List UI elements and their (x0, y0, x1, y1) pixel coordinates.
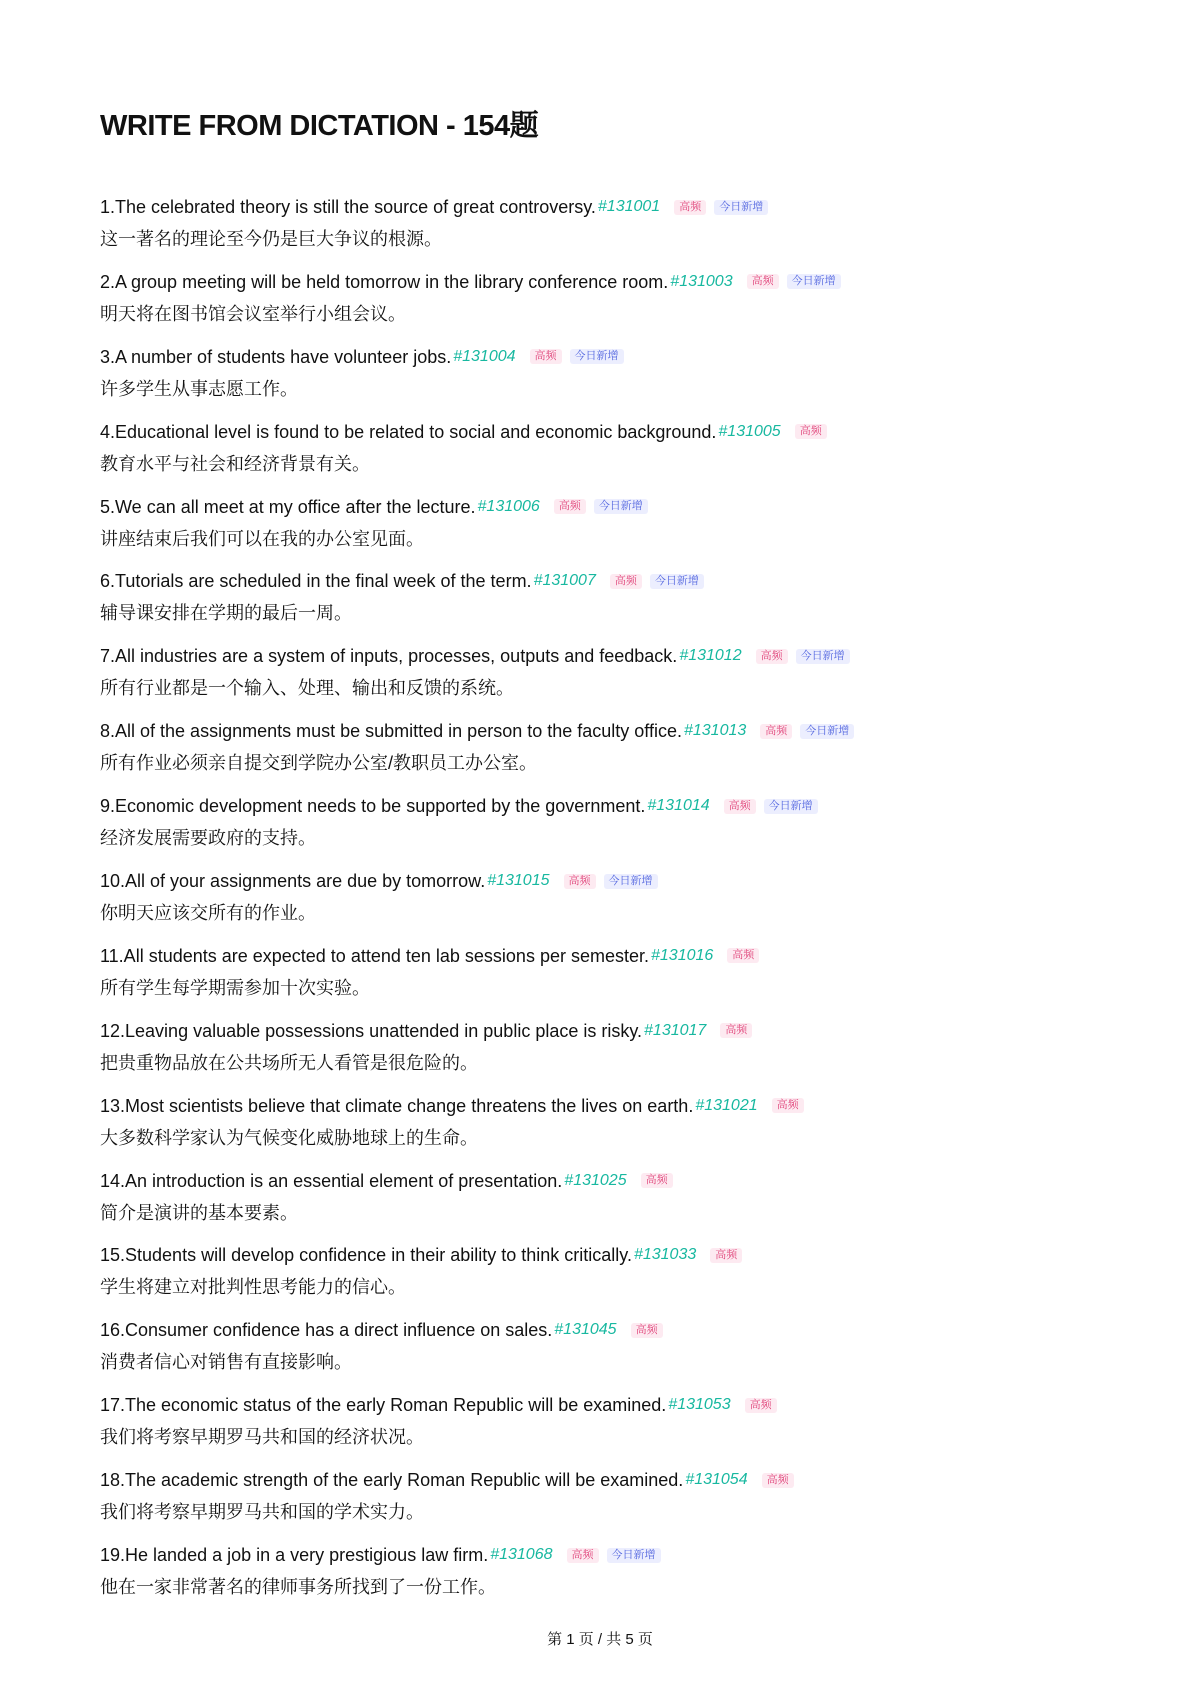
question-code: #131013 (683, 722, 747, 740)
new-badge: 今日新增 (800, 724, 854, 739)
sentence-text: 15.Students will develop confidence in their ability to think critically. (100, 1245, 632, 1266)
sentence-english (100, 488, 1110, 526)
new-badge: 今日新增 (764, 799, 818, 814)
sentence-text: 2.A group meeting will be held tomorrow in the library conference room. (100, 271, 669, 292)
list-item (100, 637, 1110, 712)
sentence-translation: 所有学生每学期需参加十次实验。 (100, 977, 370, 998)
sentence-english (100, 787, 1110, 825)
list-item (100, 1461, 1110, 1536)
question-code: #131025 (564, 1171, 627, 1189)
sentence-text: 11.All students are expected to attend ten lab sessions per semester. (100, 945, 649, 966)
sentence-translation: 学生将建立对批判性思考能力的信心。 (100, 1277, 406, 1298)
sentence-english (100, 263, 1110, 301)
sentence-text: 9.Economic development needs to be supported by the government. (100, 796, 646, 817)
sentence-text: 3.A number of students have volunteer jobs. (100, 346, 452, 367)
question-code: #131012 (679, 647, 742, 665)
sentence-translation: 所有作业必须亲自提交到学院办公室/教职员工办公室。 (100, 753, 537, 774)
sentence-translation: 所有行业都是一个输入、处理、输出和反馈的系统。 (100, 678, 514, 699)
sentence-english (100, 1087, 1110, 1125)
sentence-text: 1.The celebrated theory is still the source of great controversy. (100, 197, 596, 217)
new-badge: 今日新增 (650, 574, 704, 589)
list-item (100, 1162, 1110, 1237)
sentence-english (100, 862, 1110, 900)
sentence-translation: 讲座结束后我们可以在我的办公室见面。 (100, 528, 424, 549)
question-code: #131045 (554, 1321, 617, 1339)
new-badge: 今日新增 (714, 200, 768, 215)
list-item (100, 1311, 1110, 1386)
sentence-translation: 经济发展需要政府的支持。 (100, 828, 316, 849)
frequency-badge: 高频 (641, 1173, 673, 1188)
sentence-translation: 你明天应该交所有的作业。 (100, 903, 316, 924)
new-badge: 今日新增 (607, 1548, 661, 1563)
new-badge: 今日新增 (796, 649, 850, 664)
sentence-translation: 教育水平与社会和经济背景有关。 (100, 453, 370, 474)
sentence-english (100, 1012, 1110, 1050)
sentence-english (100, 413, 1110, 451)
sentence-english (100, 637, 1110, 675)
question-code: #131001 (597, 198, 661, 215)
sentence-text: 12.Leaving valuable possessions unattended in public place is risky. (100, 1020, 643, 1041)
question-code: #131007 (533, 572, 596, 590)
frequency-badge: 高频 (760, 724, 792, 739)
sentence-text: 14.An introduction is an essential element of presentation. (100, 1170, 563, 1191)
question-code: #131017 (644, 1021, 707, 1039)
sentence-translation: 辅导课安排在学期的最后一周。 (100, 603, 352, 624)
sentence-english (100, 338, 1110, 376)
sentence-text: 16.Consumer confidence has a direct influence on sales. (100, 1320, 553, 1341)
frequency-badge: 高频 (631, 1323, 663, 1338)
sentence-text: 5.We can all meet at my office after the lecture. (100, 496, 476, 517)
frequency-badge: 高频 (564, 874, 596, 889)
question-code: #131033 (633, 1246, 697, 1264)
new-badge: 今日新增 (604, 874, 658, 889)
list-item (100, 1536, 1110, 1611)
question-code: #131015 (487, 872, 550, 890)
sentence-text: 18.The academic strength of the early Roman Republic will be examined. (100, 1470, 684, 1491)
frequency-badge: 高频 (745, 1398, 777, 1413)
new-badge: 今日新增 (787, 274, 841, 289)
list-item (100, 338, 1110, 413)
sentence-text: 4.Educational level is found to be related to social and economic background. (100, 421, 717, 442)
list-item (100, 937, 1110, 1012)
question-code: #131053 (668, 1396, 731, 1414)
frequency-badge: 高频 (530, 349, 562, 364)
sentence-translation: 这一著名的理论至今仍是巨大争议的根源。 (100, 229, 442, 249)
sentence-english (100, 1236, 1110, 1274)
question-code: #131014 (647, 797, 710, 815)
question-code: #131016 (651, 946, 714, 964)
list-item (100, 787, 1110, 862)
sentence-text: 7.All industries are a system of inputs, processes, outputs and feedback. (100, 646, 678, 667)
list-item (100, 188, 1110, 263)
list-item (100, 488, 1110, 563)
list-item (100, 1012, 1110, 1087)
sentence-english (100, 562, 1110, 600)
sentence-text: 17.The economic status of the early Roman Republic will be examined. (100, 1395, 667, 1416)
frequency-badge: 高频 (724, 799, 756, 814)
sentence-translation: 我们将考察早期罗马共和国的经济状况。 (100, 1427, 424, 1448)
frequency-badge: 高频 (674, 200, 706, 215)
question-code: #131021 (695, 1096, 758, 1114)
sentence-english (100, 1386, 1110, 1424)
question-code: #131068 (490, 1546, 553, 1564)
page-title: WRITE FROM DICTATION - 154题 (100, 110, 539, 142)
sentence-text: 10.All of your assignments are due by tomorrow. (100, 871, 486, 892)
dictation-list (100, 188, 1110, 1611)
sentence-translation: 消费者信心对销售有直接影响。 (100, 1352, 352, 1373)
sentence-english (100, 1162, 1110, 1200)
sentence-translation: 明天将在图书馆会议室举行小组会议。 (100, 303, 406, 324)
frequency-badge: 高频 (567, 1548, 599, 1563)
question-code: #131004 (453, 347, 516, 365)
sentence-translation: 我们将考察早期罗马共和国的学术实力。 (100, 1502, 424, 1523)
frequency-badge: 高频 (795, 424, 827, 439)
page-footer: 第 1 页 / 共 5 页 (547, 1631, 653, 1648)
frequency-badge: 高频 (772, 1098, 804, 1113)
list-item (100, 413, 1110, 488)
list-item (100, 562, 1110, 637)
list-item (100, 1386, 1110, 1461)
new-badge: 今日新增 (594, 499, 648, 514)
sentence-translation: 他在一家非常著名的律师事务所找到了一份工作。 (100, 1577, 496, 1598)
sentence-translation: 大多数科学家认为气候变化威胁地球上的生命。 (100, 1127, 478, 1148)
sentence-translation: 把贵重物品放在公共场所无人看管是很危险的。 (100, 1052, 478, 1073)
sentence-translation: 简介是演讲的基本要素。 (100, 1202, 298, 1223)
list-item (100, 263, 1110, 338)
list-item (100, 862, 1110, 937)
sentence-text: 13.Most scientists believe that climate change threatens the lives on earth. (100, 1095, 694, 1116)
frequency-badge: 高频 (610, 574, 642, 589)
list-item (100, 1236, 1110, 1311)
sentence-english (100, 1536, 1110, 1574)
frequency-badge: 高频 (762, 1473, 794, 1488)
sentence-english (100, 712, 1110, 750)
frequency-badge: 高频 (727, 948, 759, 963)
question-code: #131006 (477, 497, 540, 515)
frequency-badge: 高频 (747, 274, 779, 289)
sentence-text: 19.He landed a job in a very prestigious law firm. (100, 1545, 489, 1566)
frequency-badge: 高频 (756, 649, 788, 664)
sentence-english (100, 1311, 1110, 1349)
sentence-english (100, 937, 1110, 975)
sentence-english (100, 1461, 1110, 1499)
sentence-english (100, 188, 1110, 226)
question-code: #131003 (670, 272, 733, 290)
sentence-text: 6.Tutorials are scheduled in the final week of the term. (100, 571, 532, 592)
list-item (100, 712, 1110, 787)
sentence-text: 8.All of the assignments must be submitted in person to the faculty office. (100, 721, 682, 742)
new-badge: 今日新增 (570, 349, 624, 364)
question-code: #131005 (718, 422, 781, 440)
frequency-badge: 高频 (710, 1248, 742, 1263)
sentence-translation: 许多学生从事志愿工作。 (100, 378, 298, 399)
question-code: #131054 (685, 1471, 748, 1489)
frequency-badge: 高频 (554, 499, 586, 514)
list-item (100, 1087, 1110, 1162)
frequency-badge: 高频 (720, 1023, 752, 1038)
